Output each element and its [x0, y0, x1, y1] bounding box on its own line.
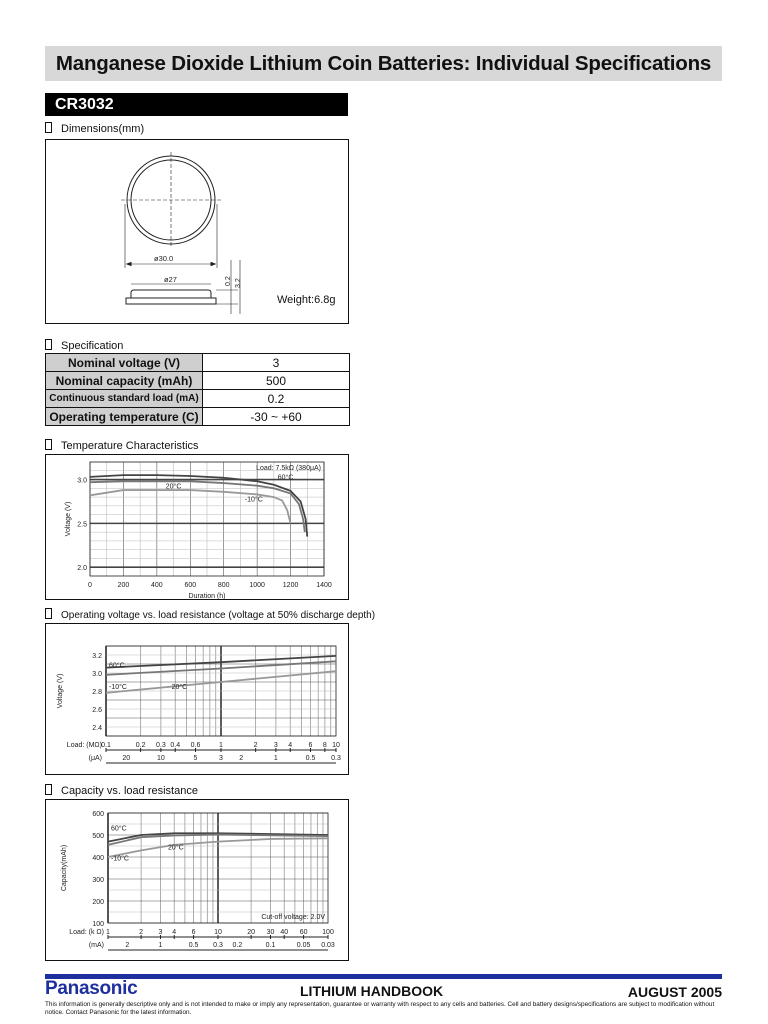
- page-title: Manganese Dioxide Lithium Coin Batteries: Individual Specifications: [55, 52, 712, 75]
- x-row2-tick: 2: [125, 942, 130, 949]
- x-row1-tick: 4: [288, 742, 293, 749]
- y-tick-label: 3.0: [92, 671, 102, 678]
- y-tick-label: 600: [92, 811, 104, 818]
- table-row: [46, 390, 350, 408]
- y-axis-title: Capacity(mAh): [61, 844, 68, 892]
- series-label: 20°C: [165, 483, 182, 491]
- x-row2-tick: 10: [156, 755, 165, 762]
- series-label: -10°C: [111, 855, 129, 863]
- capacity-heading: Capacity vs. load resistance: [45, 784, 198, 797]
- x-row2-tick: 0.1: [265, 942, 276, 949]
- y-tick-label: 200: [92, 899, 104, 906]
- bullet-icon: [45, 439, 52, 450]
- capacity-chart: [46, 800, 348, 960]
- model-label: CR3032: [45, 93, 348, 116]
- y-tick-label: 2.5: [77, 521, 87, 529]
- x-row1-tick: 2: [253, 742, 258, 749]
- series-label: 60°C: [109, 662, 125, 670]
- x-row2-tick: 0.3: [331, 755, 341, 762]
- y-tick-label: 500: [92, 833, 104, 840]
- spec-label: Continuous standard load (mA): [46, 390, 203, 408]
- dimensions-heading: Dimensions(mm): [45, 122, 144, 135]
- table-row: [46, 354, 350, 372]
- temperature-chart-frame: [45, 454, 349, 600]
- x-tick-label: 800: [217, 582, 230, 589]
- footer-rule: [45, 974, 722, 979]
- x-row1-tick: 8: [322, 742, 327, 749]
- y-tick-label: 3.2: [92, 653, 102, 660]
- x-row1-tick: 6: [191, 929, 196, 936]
- x-row1-tick: 0.6: [190, 742, 201, 749]
- table-row: [46, 408, 350, 426]
- x-tick-label: 200: [117, 582, 130, 589]
- y-tick-label: 300: [92, 877, 104, 884]
- y-tick-label: 3.0: [77, 477, 87, 485]
- dimension-drawing: [46, 140, 348, 323]
- load-voltage-chart: [46, 624, 348, 774]
- series-label: -10°C: [109, 684, 127, 692]
- x-tick-label: 1400: [316, 582, 332, 589]
- rim-label: 0.2: [225, 276, 232, 286]
- outer-diameter-label: ø30.0: [154, 254, 174, 263]
- publication-date: AUGUST 2005: [627, 984, 722, 1000]
- y-axis-title: Voltage (V): [57, 673, 64, 709]
- x-tick-label: 600: [184, 582, 197, 589]
- x-row2-tick: 3: [219, 755, 223, 762]
- x-row1-tick: 30: [266, 929, 275, 936]
- spec-label: Nominal voltage (V): [46, 354, 203, 372]
- x-tick-label: 1000: [249, 582, 265, 589]
- x-tick-label: 0: [88, 582, 92, 589]
- x-row1-tick: 3: [273, 742, 278, 749]
- handbook-title: LITHIUM HANDBOOK: [300, 983, 444, 999]
- spec-value: -30 ~ +60: [203, 408, 350, 426]
- cutoff-note: Cut-off voltage: 2.0V: [261, 914, 325, 921]
- y-axis-title: Voltage (V): [65, 501, 72, 537]
- x-row2-tick: 1: [158, 942, 163, 949]
- spec-value: 3: [203, 354, 350, 372]
- x-row2-tick: 0.2: [232, 942, 243, 949]
- y-tick-label: 400: [92, 855, 104, 862]
- bullet-icon: [45, 608, 52, 619]
- x-row1-tick: 0.4: [170, 742, 181, 749]
- x-row2-tick: 0.5: [305, 755, 316, 762]
- series-line: [90, 481, 305, 532]
- x-row1-tick: 0.2: [135, 742, 146, 749]
- dimensions-frame: [45, 139, 349, 324]
- x-row1-tick: 3: [158, 929, 163, 936]
- brand-logo: Panasonic: [45, 978, 138, 999]
- load-chart-frame: [45, 623, 349, 775]
- x-row2-tick: 0.05: [296, 942, 311, 949]
- x-row2-label: (μA): [88, 755, 102, 762]
- load-note: Load: 7.5kΩ (380μA): [256, 465, 321, 472]
- spec-label: Nominal capacity (mAh): [46, 372, 203, 390]
- load-voltage-heading: Operating voltage vs. load resistance (voltage at 50% discharge depth): [45, 608, 375, 621]
- series-label: -10°C: [244, 496, 263, 504]
- height-label: 3.2: [235, 278, 242, 288]
- temperature-heading: Temperature Characteristics: [45, 439, 199, 452]
- x-row1-tick: 1: [106, 929, 110, 936]
- spec-label: Operating temperature (C): [46, 408, 203, 426]
- specification-heading: Specification: [45, 339, 123, 352]
- x-row2-tick: 5: [193, 755, 198, 762]
- weight-label: Weight:6.8g: [277, 294, 336, 306]
- x-row1-tick: 40: [280, 929, 289, 936]
- x-row1-tick: 20: [247, 929, 256, 936]
- specification-table: [45, 353, 350, 426]
- y-tick-label: 2.0: [77, 565, 87, 573]
- series-label: 60°C: [277, 474, 294, 482]
- x-row1-label: Load: (MΩ): [66, 742, 102, 749]
- x-row2-tick: 20: [122, 755, 131, 762]
- y-tick-label: 2.8: [92, 689, 102, 696]
- x-row1-tick: 100: [322, 929, 334, 936]
- x-row1-tick: 1: [219, 742, 223, 749]
- spec-value: 500: [203, 372, 350, 390]
- x-row2-tick: 2: [239, 755, 244, 762]
- bullet-icon: [45, 339, 52, 350]
- series-label: 20°C: [171, 684, 188, 692]
- x-row2-tick: 0.03: [321, 942, 335, 949]
- y-tick-label: 2.4: [92, 725, 102, 732]
- spec-value: 0.2: [203, 390, 350, 408]
- x-axis-title: Duration (h): [188, 593, 226, 599]
- bullet-icon: [45, 784, 52, 795]
- capacity-chart-frame: [45, 799, 349, 961]
- bullet-icon: [45, 122, 52, 133]
- x-row1-tick: 4: [172, 929, 177, 936]
- x-row1-tick: 0.1: [101, 742, 111, 749]
- table-row: [46, 372, 350, 390]
- x-row1-tick: 6: [308, 742, 313, 749]
- x-row1-tick: 10: [332, 742, 340, 749]
- inner-diameter-label: ø27: [164, 275, 177, 284]
- x-row2-tick: 0.5: [188, 942, 199, 949]
- disclaimer-text: This information is generally descriptive only and is not intended to make or imply any representation, guarantee or warranty with respect to any cells and batteries. Cell and battery designs/specifications are subject to modification without notice. Contact Panasonic for the latest information.: [45, 1001, 715, 1016]
- y-tick-label: 2.6: [92, 707, 102, 714]
- x-row1-tick: 0.3: [156, 742, 166, 749]
- series-label: 60°C: [111, 825, 127, 833]
- x-row2-tick: 1: [273, 755, 278, 762]
- x-row1-tick: 60: [299, 929, 308, 936]
- x-row2-label: (mA): [88, 942, 104, 949]
- x-row2-tick: 0.3: [213, 942, 223, 949]
- y-tick-label: 100: [92, 921, 104, 928]
- temperature-chart: [46, 455, 348, 599]
- series-label: 20°C: [168, 844, 184, 852]
- x-tick-label: 1200: [282, 582, 299, 589]
- x-row1-tick: 2: [139, 929, 144, 936]
- x-tick-label: 400: [151, 582, 163, 589]
- x-row1-label: Load: (k Ω): [69, 929, 104, 936]
- x-row1-tick: 10: [214, 929, 222, 936]
